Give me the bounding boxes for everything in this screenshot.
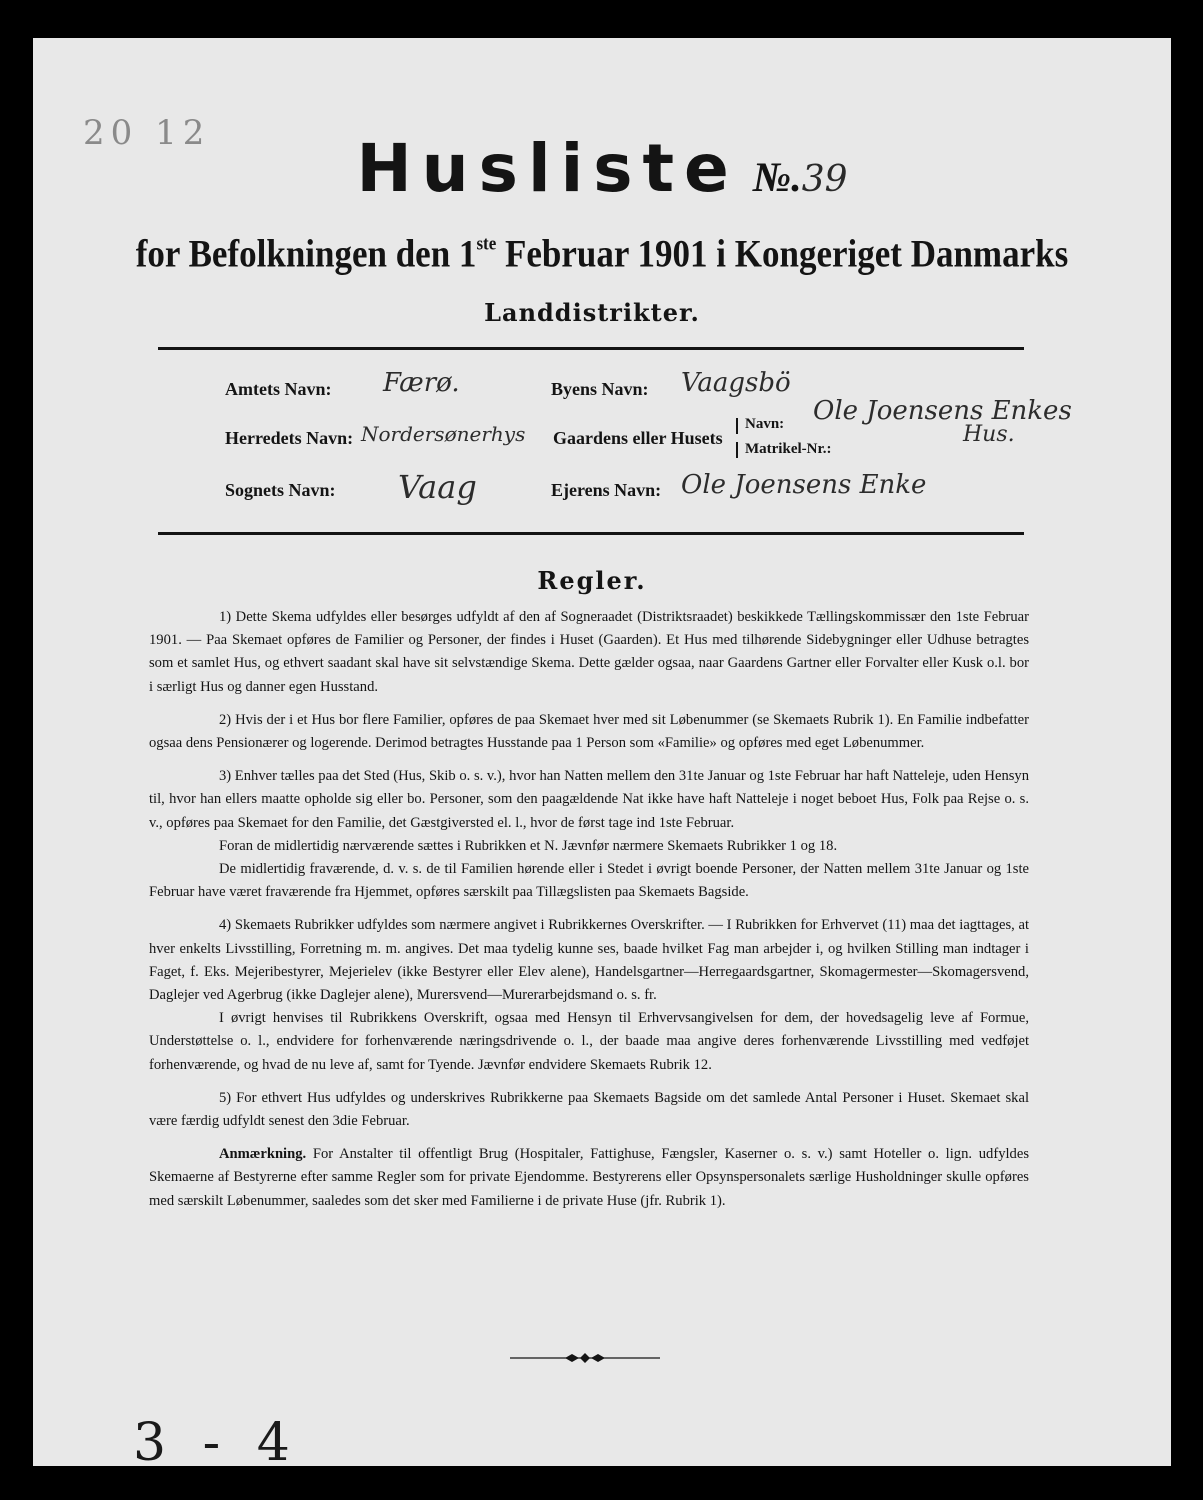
county-label: Amtets Navn:: [225, 379, 332, 399]
owner-value: Ole Joensens Enke: [681, 470, 927, 500]
rule-3c: De midlertidig fraværende, d. v. s. de til Familien hørende eller i Stedet i øvrigt boende Personer, der Natten mellem 31te Januar og 1ste Februar have været fraværende fra Hjemmet, opføres særskilt paa Tillægslisten paa Skemaets Bagside.: [149, 861, 1029, 901]
farm-name-value-cont: Hus.: [963, 422, 1015, 447]
list-number-handwritten: 39: [801, 159, 848, 200]
town-label: Byens Navn:: [551, 379, 649, 399]
rule-4a: 4) Skemaets Rubrikker udfyldes som nærmere angivet i Rubrikkernes Overskrifter. — I Rubrikken for Erhvervet (11) maa det iagttages, at hver enkelts Livsstilling, Forretning m. m. angives. Det maa tydelig kunne ses, baade hvilket Fag man arbejder i, og hvilken Stilling man indtager i Faget, f. Eks. Mejeribestyrer, Mejerielev (ikke Bestyrer eller Elev alene), Handelsgartner—Herregaardsgartner, Skomagermester—Skomagersvend, Daglejer ved Agerbrug (ikke Daglejer alene), Murersvend—Murerarbejdsmand o. s. fr.: [149, 917, 1029, 1004]
ornament-divider: [510, 1351, 660, 1365]
district-type: Landdistrikter.: [484, 298, 700, 327]
rule-4b: I øvrigt henvises til Rubrikkens Overskrift, ogsaa med Hensyn til Erhvervsangivelsen for dem, der hovedsagelig leve af Formue, Understøttelse o. l., endvidere for forhenværende næringsdrivende o. l., der baade maa angive deres forhenværende Livsstilling med vedføjet forhenværende, og hvad de nu leve af, samt for Tyende. Jævnfør endvidere Skemaets Rubrik 12.: [149, 1010, 1029, 1073]
district-value: Nordersønerhys: [361, 422, 526, 446]
farm-name-value: Ole Joensens Enkes: [813, 396, 1072, 426]
town-value: Vaagsbö: [681, 368, 791, 398]
form-subtitle: [33, 232, 1171, 277]
cadastral-sublabel: Matrikel-Nr.:: [745, 441, 832, 457]
form-title: [33, 130, 1171, 207]
rule-3a: 3) Enhver tælles paa det Sted (Hus, Skib o. s. v.), hvor han Natten mellem den 31te Januar og 1ste Februar har haft Natteleje, uden Hensyn til, hvor han ellers maatte opholde sig eller bo. Personer, som den paagældende Nat ikke have haft Natteleje i noget beboet Hus, Folk paa Rejse o. s. v., opføres paa Skemaet for den Familie, det Gæstgiversted el. l., hvor de først tage ind 1ste Februar.: [149, 768, 1030, 831]
subtitle-pre: for Befolkningen den 1: [135, 231, 477, 276]
subtitle-ordinal: ste: [476, 232, 497, 254]
county-value: Færø.: [383, 368, 460, 398]
district-label: Herredets Navn:: [225, 428, 354, 448]
rule-2: 2) Hvis der i et Hus bor flere Familier, opføres de paa Skemaet hver med sit Løbenummer (se Skemaets Rubrik 1). En Familie indbefatter ogsaa dens Pensionærer og logerende. Derimod betragtes Husstande paa 1 Person som «Familie» og opføres med eget Løbenummer.: [149, 711, 1029, 752]
name-sublabel: Navn:: [745, 416, 785, 432]
rules-text: [149, 606, 1029, 1213]
remark: [149, 1143, 1029, 1213]
rule-5: 5) For ethvert Hus udfyldes og underskrives Rubrikkerne paa Skemaets Bagside om det samlede Antal Personer i Huset. Skemaet skal være færdig udfyldt senest den 3die Februar.: [149, 1089, 1029, 1130]
parish-label: Sognets Navn:: [225, 480, 336, 500]
owner-label: Ejerens Navn:: [551, 480, 662, 500]
handwritten-range: 3 - 4: [133, 1413, 300, 1473]
remark-label: Anmærkning.: [219, 1146, 307, 1163]
bottom-divider: [158, 532, 1024, 535]
top-divider: [158, 347, 1024, 350]
rule-1: 1) Dette Skema udfyldes eller besørges udfyldt af den af Sogneraadet (Distriktsraadet) beskikkede Tællingskommissær den 1ste Februar 1901. — Paa Skemaet opføres de Familier og Personer, der findes i Huset (Gaarden). Et Hus med tilhørende Sidebygninger eller Udhuse betragtes som et samlet Hus, og ethvert saadant skal have sit selvstændige Skema. Dette gælder ogsaa, naar Gaardens Gartner eller Forvalter eller Kusk o.l. bor i særligt Hus og danner egen Husstand.: [149, 609, 1029, 695]
remark-text: For Anstalter til offentligt Brug (Hospitaler, Fattighuse, Fængsler, Kaserner o. s. v.) samt Hoteller o. lign. udfyldes Skemaerne af Bestyrerne efter samme Regler som for private Ejendomme. Bestyrerens eller Opsynspersonalets særlige Husholdninger skulle opføres med særskilt Løbenummer, saaledes som det sker med Familierne i de private Huse (jfr. Rubrik 1).: [149, 1146, 1029, 1209]
parish-value: Vaag: [398, 468, 477, 506]
archive-stamp-number: 20 12: [83, 113, 211, 153]
number-label: №.: [752, 155, 802, 201]
census-form-page: [33, 38, 1171, 1473]
rule-3b: Foran de midlertidig nærværende sættes i Rubrikken et N. Jævnfør nærmere Skemaets Rubrikker 1 og 18.: [219, 837, 838, 854]
farm-house-label: Gaardens eller Husets: [553, 428, 723, 448]
bracket-bar-bottom: [736, 442, 738, 458]
rules-heading: Regler.: [537, 566, 647, 595]
bracket-bar-top: [736, 418, 738, 434]
title-word: Husliste: [356, 130, 739, 207]
subtitle-post: Februar 1901 i Kongeriget Danmarks: [496, 231, 1069, 276]
